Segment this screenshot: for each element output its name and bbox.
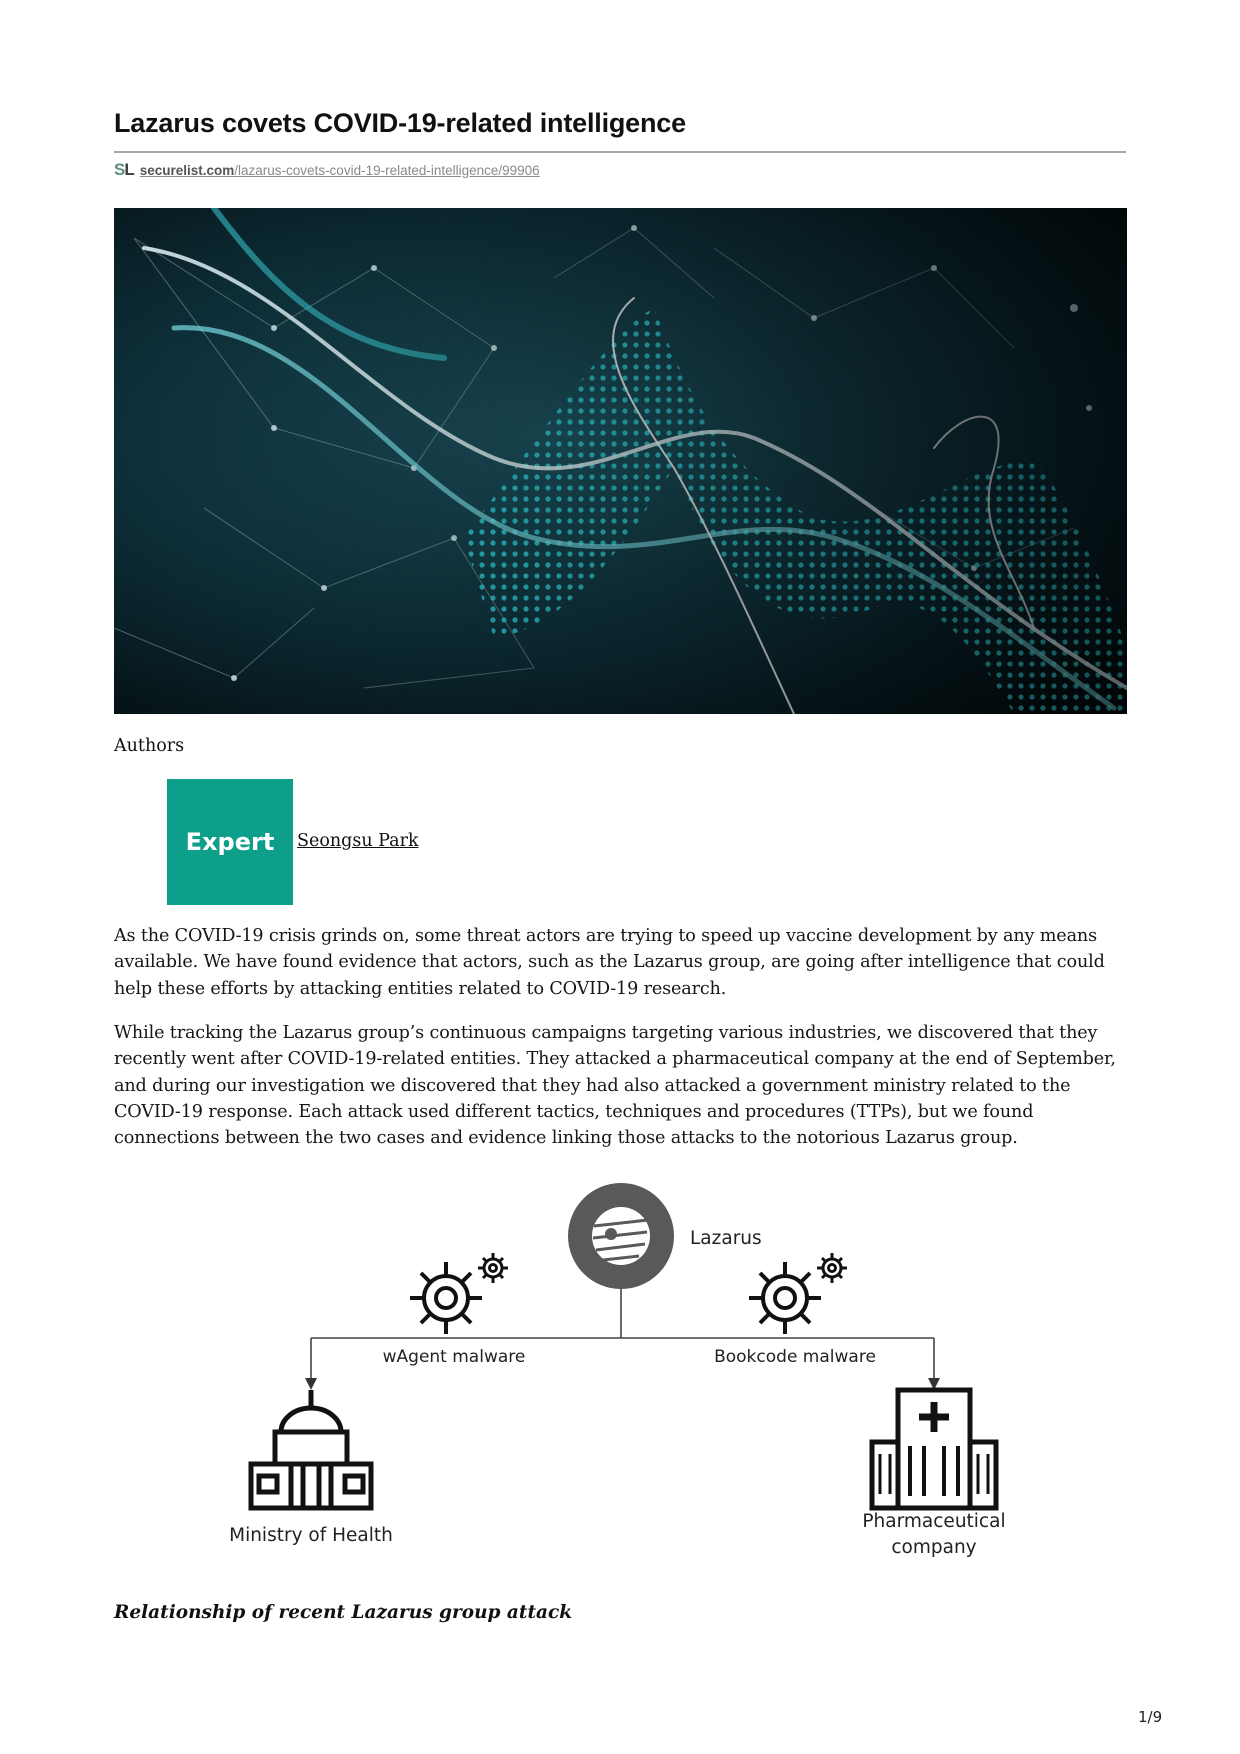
hero-shade [114, 208, 1127, 714]
source-domain: securelist.com [139, 162, 235, 178]
left-malware-label: wAgent malware [382, 1347, 526, 1367]
hospital-icon [872, 1390, 996, 1508]
figure-caption: Relationship of recent Lazarus group attack [114, 1602, 573, 1623]
government-building-icon [251, 1390, 371, 1508]
hero-image [114, 208, 1127, 714]
author-link[interactable]: Seongsu Park [297, 831, 419, 851]
gear-icon [817, 1253, 847, 1283]
right-target-label-line1: Pharmaceutical [862, 1511, 1006, 1532]
gear-icon [410, 1262, 482, 1334]
authors-heading: Authors [114, 736, 185, 756]
attack-relationship-diagram [200, 1178, 1080, 1578]
gear-icon [478, 1253, 508, 1283]
body-paragraph: As the COVID-19 crisis grinds on, some threat actors are trying to speed up vaccine development by any means available. We have found evidence that actors, such as the Lazarus group, are going after intelligence that could help these efforts by attacking entities related to COVID-19 research. [114, 926, 1105, 999]
title-divider [114, 151, 1126, 153]
right-malware-label: Bookcode malware [714, 1347, 876, 1367]
mummy-icon [568, 1183, 674, 1289]
left-target-label: Ministry of Health [229, 1525, 393, 1546]
securelist-logo-icon: SL [114, 160, 134, 179]
author-avatar: Expert [167, 779, 293, 905]
page-title: Lazarus covets COVID-19-related intelligence [114, 108, 686, 138]
gear-icon [749, 1262, 821, 1334]
source-link[interactable] [140, 163, 540, 178]
body-paragraph: While tracking the Lazarus group’s continuous campaigns targeting various industries, we discovered that they recently went after COVID-19-related entities. They attacked a pharmaceutical company at the end of September, and during our investigation we discovered that they had also attacked a government ministry related to the COVID-19 response. Each attack used different tactics, techniques and procedures (TTPs), but we found connections between the two cases and evidence linking those attacks to the notorious Lazarus group. [114, 1023, 1116, 1149]
right-target-label-line2: company [891, 1537, 977, 1558]
page-number: 1/9 [1138, 1708, 1163, 1726]
actor-label: Lazarus [690, 1228, 762, 1249]
source-path: /lazarus-covets-covid-19-related-intelligence/99906 [234, 162, 540, 178]
source-line [114, 160, 540, 180]
arrow-left-icon [305, 1378, 317, 1390]
